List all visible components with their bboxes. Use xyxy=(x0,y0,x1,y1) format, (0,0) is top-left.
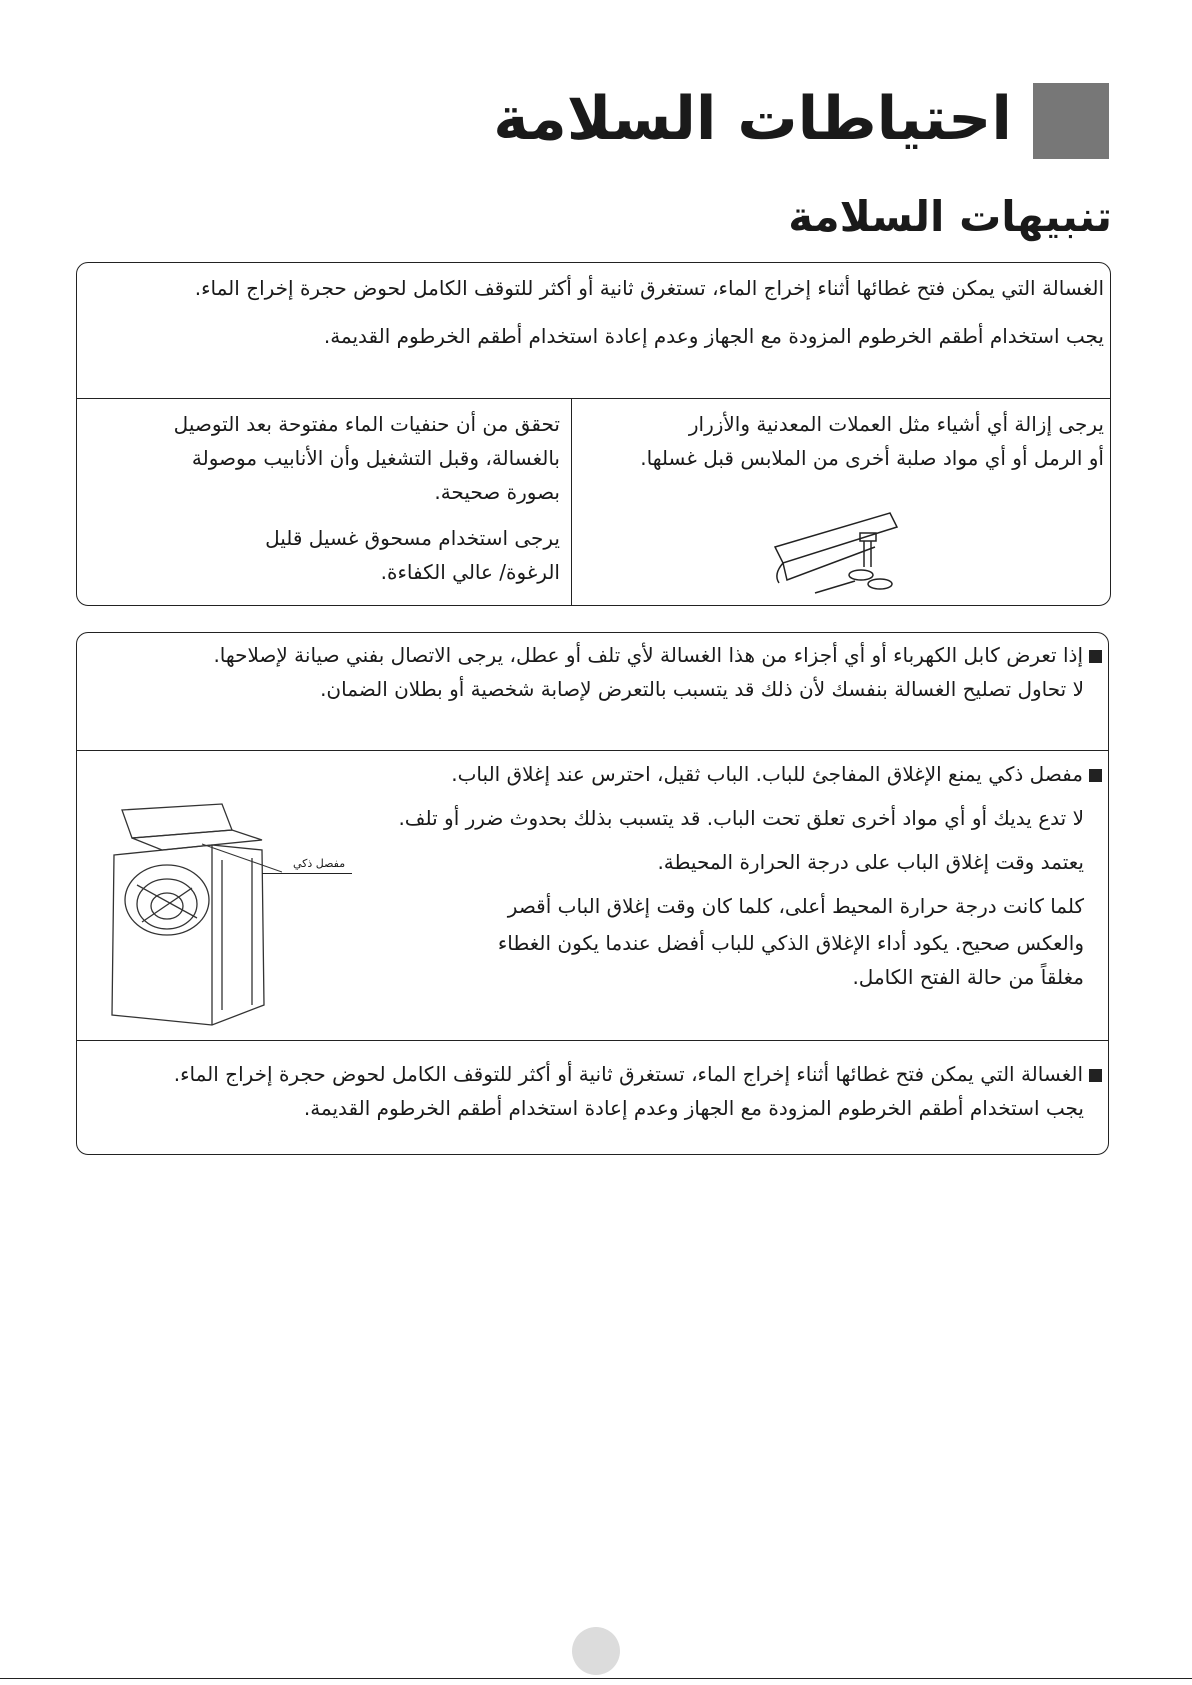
bottom-rule xyxy=(0,1678,1192,1679)
box1-line1: الغسالة التي يمكن فتح غطائها أثناء إخراج الماء، تستغرق ثانية أو أكثر للتوقف الكامل لحوض حجرة إخراج الماء. xyxy=(194,276,1104,300)
box1-column-divider xyxy=(571,398,572,605)
box2-sec2-line2: لا تدع يديك أو أي مواد أخرى تعلق تحت الباب. قد يتسبب بذلك بحدوث ضرر أو تلف. xyxy=(398,806,1084,830)
box1-left-line4: يرجى استخدام مسحوق غسيل قليل xyxy=(265,526,560,550)
hinge-callout-label: مفصل ذكي xyxy=(293,857,346,870)
box2-sec1-line1: إذا تعرض كابل الكهرباء أو أي أجزاء من هذا الغسالة لأي تلف أو عطل، يرجى الاتصال بفني صيانة لإصلاحها. xyxy=(213,643,1102,667)
page-number-circle xyxy=(572,1627,620,1675)
box1-divider xyxy=(77,398,1110,399)
page-title: احتياطات السلامة xyxy=(493,84,1012,154)
box1-left-line3: بصورة صحيحة. xyxy=(434,480,560,504)
box2-sec2-line6: مغلقاً من حالة الفتح الكامل. xyxy=(852,965,1084,989)
bullet-square-icon xyxy=(1089,1069,1102,1082)
box2-sec2-line4: كلما كانت درجة حرارة المحيط أعلى، كلما كان وقت إغلاق الباب أقصر xyxy=(507,894,1084,918)
hinge-callout-line xyxy=(262,873,352,874)
box2-sec3-line2: يجب استخدام أطقم الخرطوم المزودة مع الجهاز وعدم إعادة استخدام أطقم الخرطوم القديمة. xyxy=(303,1096,1084,1120)
bullet-square-icon xyxy=(1089,650,1102,663)
box1-left-line2: بالغسالة، وقبل التشغيل وأن الأنابيب موصولة xyxy=(191,446,560,470)
box1-right-line2: أو الرمل أو أي مواد صلبة أخرى من الملابس قبل غسلها. xyxy=(640,446,1104,470)
box1-left-line5: الرغوة/ عالي الكفاءة. xyxy=(380,560,560,584)
bullet-square-icon xyxy=(1089,769,1102,782)
box2-sec2-line3: يعتمد وقت إغلاق الباب على درجة الحرارة المحيطة. xyxy=(657,850,1084,874)
box2-sec2-line5: والعكس صحيح. يكود أداء الإغلاق الذكي للباب أفضل عندما يكون الغطاء xyxy=(497,931,1084,955)
box1-left-line1: تحقق من أن حنفيات الماء مفتوحة بعد التوصيل xyxy=(173,412,560,436)
box2-sec3-line1: الغسالة التي يمكن فتح غطائها أثناء إخراج الماء، تستغرق ثانية أو أكثر للتوقف الكامل لحوض حجرة إخراج الماء. xyxy=(174,1062,1102,1086)
box2-sec2-line1: مفصل ذكي يمنع الإغلاق المفاجئ للباب. الباب ثقيل، احترس عند إغلاق الباب. xyxy=(451,762,1102,786)
section-subtitle: تنبيهات السلامة xyxy=(788,192,1112,241)
box2-sec1-line2: لا تحاول تصليح الغسالة بنفسك لأن ذلك قد يتسبب بالتعرض لإصابة شخصية أو بطلان الضمان. xyxy=(320,677,1084,701)
box1-line2: يجب استخدام أطقم الخرطوم المزودة مع الجهاز وعدم إعادة استخدام أطقم الخرطوم القديمة. xyxy=(323,324,1104,348)
coins-buttons-illustration xyxy=(765,505,915,600)
title-decor-square xyxy=(1033,83,1109,159)
box2-divider-2 xyxy=(76,1040,1109,1041)
box1-right-line1: يرجى إزالة أي أشياء مثل العملات المعدنية والأزرار xyxy=(688,412,1104,436)
washing-machine-illustration xyxy=(92,800,282,1030)
box2-divider-1 xyxy=(76,750,1109,751)
